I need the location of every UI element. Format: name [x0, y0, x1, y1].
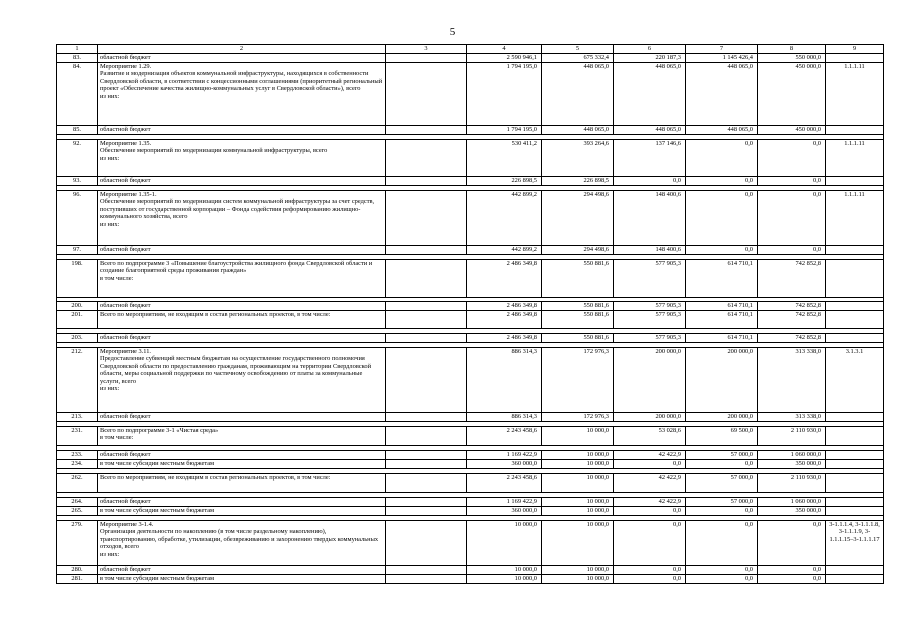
row-name-cell: Мероприятие 1.35-1. Обеспечение мероприятий по модернизации систем коммунальной инфраструктуры за счет средств, поступивших от государственной корпорации – Фонда содействия реформированию жилищно-коммунального хозяйства, всего из них: — [98, 190, 386, 245]
column-8-cell: 742 852,8 — [758, 301, 826, 310]
column-header: 8 — [758, 45, 826, 54]
column-3-cell — [386, 176, 467, 185]
column-4-cell: 2 243 458,6 — [467, 426, 542, 445]
table-row — [57, 310, 884, 328]
column-5-cell: 675 332,4 — [542, 53, 614, 62]
column-7-cell: 1 145 426,4 — [686, 53, 758, 62]
column-5-cell: 294 498,6 — [542, 245, 614, 254]
column-8-cell: 550 000,0 — [758, 53, 826, 62]
target-code-cell — [826, 565, 884, 574]
column-6-cell: 137 146,6 — [614, 139, 686, 176]
column-5-cell: 550 881,6 — [542, 310, 614, 328]
column-3-cell — [386, 574, 467, 583]
column-3-cell — [386, 190, 467, 245]
row-name-cell: Всего по мероприятиям, не входящим в состав региональных проектов, в том числе: — [98, 473, 386, 492]
row-number-cell: 93. — [57, 176, 98, 185]
target-code-cell — [826, 473, 884, 492]
column-6-cell: 577 905,3 — [614, 310, 686, 328]
column-8-cell: 450 000,0 — [758, 125, 826, 134]
row-name-cell: Мероприятие 3-1.4. Организация деятельности по накоплению (в том числе раздельному накоплению), транспортированию, обработке, утилизации, обезвреживанию и захоронению твердых коммунальных отходов, всего из них: — [98, 520, 386, 565]
column-8-cell: 1 060 000,0 — [758, 497, 826, 506]
row-name-cell: Всего по подпрограмме 3 «Повышение благоустройства жилищного фонда Свердловской области и создание благоприятной среды проживания граждан» в том числе: — [98, 259, 386, 297]
column-3-cell — [386, 459, 467, 468]
column-5-cell: 172 976,3 — [542, 347, 614, 412]
column-6-cell: 42 422,9 — [614, 473, 686, 492]
row-number-cell: 279. — [57, 520, 98, 565]
column-7-cell: 57 000,0 — [686, 450, 758, 459]
column-6-cell: 0,0 — [614, 574, 686, 583]
column-3-cell — [386, 62, 467, 125]
column-3-cell — [386, 497, 467, 506]
table-header-row — [57, 45, 884, 54]
column-8-cell: 0,0 — [758, 574, 826, 583]
row-name-cell: областной бюджет — [98, 565, 386, 574]
column-5-cell: 10 000,0 — [542, 497, 614, 506]
column-4-cell: 2 243 458,6 — [467, 473, 542, 492]
table-row — [57, 426, 884, 445]
column-6-cell: 577 905,3 — [614, 333, 686, 342]
column-8-cell: 450 000,0 — [758, 62, 826, 125]
column-8-cell: 2 110 930,0 — [758, 473, 826, 492]
row-name-cell: областной бюджет — [98, 125, 386, 134]
table-row — [57, 459, 884, 468]
column-3-cell — [386, 53, 467, 62]
column-7-cell: 448 065,0 — [686, 125, 758, 134]
column-7-cell: 614 710,1 — [686, 333, 758, 342]
column-3-cell — [386, 412, 467, 421]
column-3-cell — [386, 506, 467, 515]
table-row — [57, 497, 884, 506]
column-4-cell: 2 486 349,8 — [467, 333, 542, 342]
column-3-cell — [386, 333, 467, 342]
target-code-cell — [826, 245, 884, 254]
row-number-cell: 280. — [57, 565, 98, 574]
row-number-cell: 198. — [57, 259, 98, 297]
column-7-cell: 69 500,0 — [686, 426, 758, 445]
target-code-cell: 3.1.3.1 — [826, 347, 884, 412]
target-code-cell — [826, 497, 884, 506]
column-8-cell: 313 338,0 — [758, 412, 826, 421]
column-header: 2 — [98, 45, 386, 54]
column-8-cell: 742 852,8 — [758, 333, 826, 342]
column-5-cell: 393 264,6 — [542, 139, 614, 176]
column-6-cell: 200 000,0 — [614, 347, 686, 412]
table-row — [57, 176, 884, 185]
column-6-cell: 577 905,3 — [614, 301, 686, 310]
row-name-cell: в том числе субсидии местным бюджетам — [98, 506, 386, 515]
column-3-cell — [386, 301, 467, 310]
row-number-cell: 233. — [57, 450, 98, 459]
row-number-cell: 92. — [57, 139, 98, 176]
column-3-cell — [386, 426, 467, 445]
row-name-cell: областной бюджет — [98, 412, 386, 421]
column-4-cell: 442 899,2 — [467, 190, 542, 245]
table-row — [57, 259, 884, 297]
row-number-cell: 96. — [57, 190, 98, 245]
row-number-cell: 203. — [57, 333, 98, 342]
target-code-cell — [826, 301, 884, 310]
target-code-cell — [826, 426, 884, 445]
table-row — [57, 347, 884, 412]
column-8-cell: 742 852,8 — [758, 259, 826, 297]
column-6-cell: 577 905,3 — [614, 259, 686, 297]
column-7-cell: 448 065,0 — [686, 62, 758, 125]
column-5-cell: 294 498,6 — [542, 190, 614, 245]
column-6-cell: 148 400,6 — [614, 245, 686, 254]
column-4-cell: 360 000,0 — [467, 459, 542, 468]
column-7-cell: 0,0 — [686, 139, 758, 176]
column-8-cell: 1 060 000,0 — [758, 450, 826, 459]
table-row — [57, 565, 884, 574]
column-7-cell: 614 710,1 — [686, 259, 758, 297]
column-4-cell: 2 486 349,8 — [467, 310, 542, 328]
column-5-cell: 10 000,0 — [542, 506, 614, 515]
column-5-cell: 172 976,3 — [542, 412, 614, 421]
row-name-cell: областной бюджет — [98, 497, 386, 506]
column-8-cell: 0,0 — [758, 520, 826, 565]
column-4-cell: 886 314,3 — [467, 347, 542, 412]
target-code-cell — [826, 506, 884, 515]
table-row — [57, 473, 884, 492]
page-number: 5 — [449, 26, 456, 38]
target-code-cell — [826, 125, 884, 134]
column-8-cell: 742 852,8 — [758, 310, 826, 328]
row-number-cell: 281. — [57, 574, 98, 583]
column-5-cell: 550 881,6 — [542, 259, 614, 297]
row-number-cell: 97. — [57, 245, 98, 254]
column-header: 5 — [542, 45, 614, 54]
column-6-cell: 220 187,3 — [614, 53, 686, 62]
target-code-cell: 1.1.1.11 — [826, 139, 884, 176]
row-number-cell: 234. — [57, 459, 98, 468]
target-code-cell — [826, 412, 884, 421]
column-8-cell: 0,0 — [758, 245, 826, 254]
column-8-cell: 0,0 — [758, 565, 826, 574]
column-6-cell: 0,0 — [614, 565, 686, 574]
row-name-cell: в том числе субсидии местным бюджетам — [98, 574, 386, 583]
row-name-cell: Мероприятие 3.11. Предоставление субвенций местным бюджетам на осуществление государственного полномочия Свердловской области по предоставлению гражданам, проживающим на территории Свердловской области, меры социальной поддержки по частичному освобождению от платы за коммунальные услуги, всего из них: — [98, 347, 386, 412]
row-name-cell: областной бюджет — [98, 245, 386, 254]
target-code-cell — [826, 53, 884, 62]
row-number-cell: 200. — [57, 301, 98, 310]
row-number-cell: 212. — [57, 347, 98, 412]
target-code-cell: 1.1.1.11 — [826, 190, 884, 245]
column-6-cell: 200 000,0 — [614, 412, 686, 421]
column-6-cell: 448 065,0 — [614, 62, 686, 125]
column-3-cell — [386, 259, 467, 297]
column-4-cell: 10 000,0 — [467, 574, 542, 583]
column-4-cell: 1 169 422,9 — [467, 497, 542, 506]
table-row — [57, 574, 884, 583]
table-row — [57, 125, 884, 134]
target-code-cell — [826, 259, 884, 297]
column-8-cell: 0,0 — [758, 139, 826, 176]
column-7-cell: 0,0 — [686, 245, 758, 254]
column-8-cell: 350 000,0 — [758, 459, 826, 468]
table-row — [57, 139, 884, 176]
target-code-cell — [826, 459, 884, 468]
column-7-cell: 0,0 — [686, 565, 758, 574]
table-row — [57, 190, 884, 245]
column-5-cell: 226 898,5 — [542, 176, 614, 185]
column-5-cell: 10 000,0 — [542, 574, 614, 583]
row-number-cell: 231. — [57, 426, 98, 445]
column-3-cell — [386, 245, 467, 254]
column-4-cell: 442 899,2 — [467, 245, 542, 254]
column-5-cell: 10 000,0 — [542, 520, 614, 565]
column-7-cell: 200 000,0 — [686, 412, 758, 421]
column-7-cell: 614 710,1 — [686, 310, 758, 328]
row-name-cell: Мероприятие 1.35. Обеспечение мероприятий по модернизации коммунальной инфраструктуры, всего из них: — [98, 139, 386, 176]
column-4-cell: 886 314,3 — [467, 412, 542, 421]
row-number-cell: 83. — [57, 53, 98, 62]
column-6-cell: 0,0 — [614, 459, 686, 468]
column-header: 7 — [686, 45, 758, 54]
row-name-cell: областной бюджет — [98, 301, 386, 310]
target-code-cell — [826, 574, 884, 583]
column-8-cell: 0,0 — [758, 190, 826, 245]
row-number-cell: 264. — [57, 497, 98, 506]
column-6-cell: 148 400,6 — [614, 190, 686, 245]
column-4-cell: 10 000,0 — [467, 520, 542, 565]
column-header: 6 — [614, 45, 686, 54]
table-row — [57, 53, 884, 62]
table-row — [57, 412, 884, 421]
row-number-cell: 201. — [57, 310, 98, 328]
column-6-cell: 0,0 — [614, 176, 686, 185]
column-6-cell: 42 422,9 — [614, 450, 686, 459]
column-8-cell: 2 110 930,0 — [758, 426, 826, 445]
column-7-cell: 614 710,1 — [686, 301, 758, 310]
column-3-cell — [386, 139, 467, 176]
row-number-cell: 213. — [57, 412, 98, 421]
column-8-cell: 313 338,0 — [758, 347, 826, 412]
target-code-cell: 3-1.1.1.4, 3-1.1.1.8, 3-1.1.1.9, 3-1.1.1.15–3-1.1.1.17 — [826, 520, 884, 565]
column-8-cell: 0,0 — [758, 176, 826, 185]
column-5-cell: 550 881,6 — [542, 333, 614, 342]
column-6-cell: 448 065,0 — [614, 125, 686, 134]
row-name-cell: в том числе субсидии местным бюджетам — [98, 459, 386, 468]
column-5-cell: 448 065,0 — [542, 125, 614, 134]
column-7-cell: 0,0 — [686, 176, 758, 185]
column-6-cell: 42 422,9 — [614, 497, 686, 506]
column-3-cell — [386, 473, 467, 492]
table-row — [57, 301, 884, 310]
column-7-cell: 57 000,0 — [686, 473, 758, 492]
column-4-cell: 2 590 946,1 — [467, 53, 542, 62]
target-code-cell — [826, 450, 884, 459]
column-8-cell: 350 000,0 — [758, 506, 826, 515]
row-number-cell: 85. — [57, 125, 98, 134]
column-5-cell: 550 881,6 — [542, 301, 614, 310]
column-3-cell — [386, 450, 467, 459]
row-name-cell: Всего по подпрограмме 3-1 «Чистая среда» в том числе: — [98, 426, 386, 445]
table-row — [57, 333, 884, 342]
table-row — [57, 62, 884, 125]
column-6-cell: 0,0 — [614, 520, 686, 565]
column-header: 1 — [57, 45, 98, 54]
target-code-cell — [826, 176, 884, 185]
column-4-cell: 530 411,2 — [467, 139, 542, 176]
table-row — [57, 520, 884, 565]
table-row — [57, 245, 884, 254]
column-header: 4 — [467, 45, 542, 54]
column-3-cell — [386, 520, 467, 565]
column-5-cell: 10 000,0 — [542, 565, 614, 574]
row-name-cell: Всего по мероприятиям, не входящим в состав региональных проектов, в том числе: — [98, 310, 386, 328]
column-header: 3 — [386, 45, 467, 54]
column-4-cell: 1 794 195,0 — [467, 62, 542, 125]
column-3-cell — [386, 125, 467, 134]
column-7-cell: 0,0 — [686, 520, 758, 565]
column-4-cell: 226 898,5 — [467, 176, 542, 185]
column-7-cell: 57 000,0 — [686, 497, 758, 506]
column-5-cell: 448 065,0 — [542, 62, 614, 125]
budget-table — [56, 44, 884, 584]
target-code-cell: 1.1.1.11 — [826, 62, 884, 125]
column-5-cell: 10 000,0 — [542, 459, 614, 468]
row-number-cell: 265. — [57, 506, 98, 515]
row-number-cell: 262. — [57, 473, 98, 492]
column-3-cell — [386, 347, 467, 412]
row-name-cell: Мероприятие 1.29. Развитие и модернизация объектов коммунальной инфраструктуры, находящихся в собственности Свердловской области, в соответствии с концессионными соглашениями (приоритетный региональный проект «Обеспечение качества жилищно-коммунальных услуг в Свердловской области»), всего из них: — [98, 62, 386, 125]
column-4-cell: 10 000,0 — [467, 565, 542, 574]
column-4-cell: 360 000,0 — [467, 506, 542, 515]
row-number-cell: 84. — [57, 62, 98, 125]
table-row — [57, 450, 884, 459]
column-5-cell: 10 000,0 — [542, 426, 614, 445]
column-3-cell — [386, 565, 467, 574]
column-6-cell: 53 028,6 — [614, 426, 686, 445]
column-5-cell: 10 000,0 — [542, 450, 614, 459]
row-name-cell: областной бюджет — [98, 450, 386, 459]
row-name-cell: областной бюджет — [98, 53, 386, 62]
table-row — [57, 506, 884, 515]
column-4-cell: 1 794 195,0 — [467, 125, 542, 134]
target-code-cell — [826, 333, 884, 342]
column-5-cell: 10 000,0 — [542, 473, 614, 492]
column-7-cell: 0,0 — [686, 506, 758, 515]
column-4-cell: 2 486 349,8 — [467, 259, 542, 297]
column-6-cell: 0,0 — [614, 506, 686, 515]
column-7-cell: 0,0 — [686, 574, 758, 583]
column-3-cell — [386, 310, 467, 328]
target-code-cell — [826, 310, 884, 328]
row-name-cell: областной бюджет — [98, 333, 386, 342]
column-header: 9 — [826, 45, 884, 54]
column-4-cell: 1 169 422,9 — [467, 450, 542, 459]
column-7-cell: 0,0 — [686, 459, 758, 468]
column-7-cell: 200 000,0 — [686, 347, 758, 412]
column-7-cell: 0,0 — [686, 190, 758, 245]
row-name-cell: областной бюджет — [98, 176, 386, 185]
column-4-cell: 2 486 349,8 — [467, 301, 542, 310]
